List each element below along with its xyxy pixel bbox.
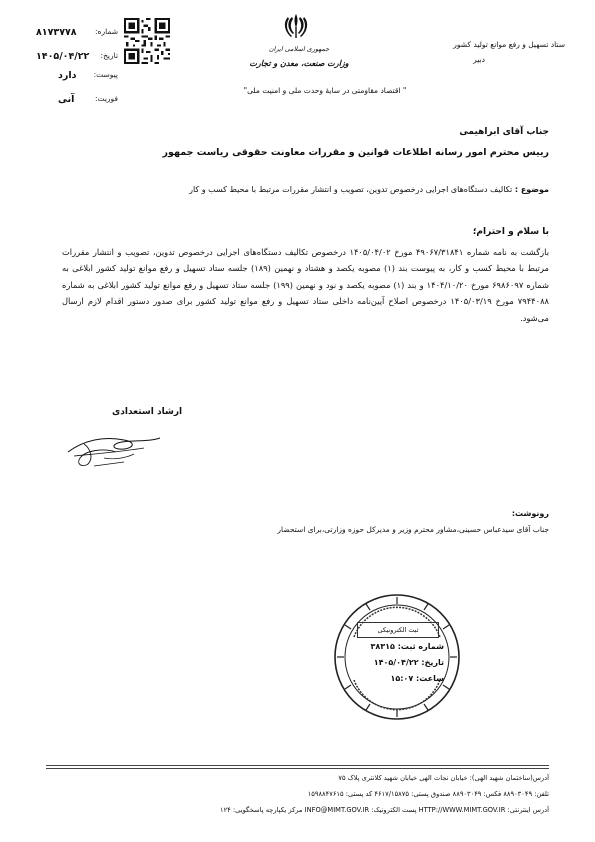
addressee-title: رییس محترم امور رسانه اطلاعات قوانین و مقررات معاونت حقوقی ریاست جمهور — [162, 147, 549, 158]
letter-date: ۱۴۰۵/۰۴/۲۲ — [36, 51, 90, 62]
subject-line — [189, 185, 549, 194]
stamp-date: تاریخ: ۱۴۰۵/۰۴/۲۲ — [373, 658, 444, 667]
footer-address: آدرس(ساختمان شهید الهی): خیابان نجات الهی خیابان شهید کلانتری پلاک ۷۵ — [338, 774, 549, 782]
subject-text: تکالیف دستگاه‌های اجرایی درخصوص تدوین، تصویب و انتشار مقررات مرتبط با محیط کسب و کار — [189, 185, 513, 194]
signature-mark — [64, 418, 164, 473]
attachment-label: پیوست: — [93, 70, 118, 79]
addressee-name: جناب آقای ابراهیمی — [459, 127, 549, 137]
organization-role: دبیر — [473, 55, 485, 64]
subject-label: موضوع : — [514, 185, 549, 194]
footer-web: آدرس اینترنتی: HTTP://WWW.MIMT.GOV.IR پست الکترونیک: INFO@MIMT.GOV.IR مرکز یکپارچه پاسخگویی: ۱۲۴ — [220, 806, 549, 814]
greeting: با سلام و احترام؛ — [472, 227, 549, 237]
footer-phones: تلفن: ۸۸۹۰۳۰۴۹ فکس: ۸۸۹۰۳۰۴۹ صندوق پستی: ۴۶۱۷/۱۵۸۷۵ کد پستی: ۱۵۹۸۸۴۷۶۱۵ — [307, 790, 549, 798]
stamp-time: ساعت: ۱۵:۰۷ — [390, 674, 444, 683]
organization-name: ستاد تسهیل و رفع موانع تولید کشور — [453, 40, 565, 49]
letter-number: ۸۱۷۳۷۷۸ — [36, 27, 77, 38]
slogan: " اقتصاد مقاومتی در سایۀ وحدت ملی و امنیت ملی" — [243, 86, 407, 95]
signatory-name: ارشاد استعدادی — [112, 407, 183, 417]
stamp-label: ثبت الکترونیکی — [357, 622, 439, 638]
attachment-value: دارد — [58, 70, 77, 81]
date-label: تاریخ: — [100, 51, 118, 60]
number-row — [36, 27, 118, 41]
footer-rule — [46, 765, 549, 766]
number-label: شماره: — [95, 27, 118, 36]
attachment-row — [36, 70, 118, 84]
letter-body: بازگشت به نامه شماره ۴۹۰۶۷/۳۱۸۴۱ مورخ ۱۴۰۵/۰۴/۰۲ درخصوص تکالیف دستگاه‌های اجرایی درخصوص تدوین، تصویب و انتشار مقررات مرتبط با محیط کسب و کار، به پیوست بند (۱) مصوبه یکصد و هشتاد و نهمین (۱۸۹) جلسه ستاد تسهیل و رفع موانع تولید کشور ابلاغی به شماره ۶۹۸۶۰۹۷ مورخ ۱۴۰۴/۱۰/۲۰ و بند (۱) مصوبه یکصد و نود و نهمین (۱۹۹) جلسه ستاد تسهیل و رفع موانع تولید کشور ابلاغی به شماره ۷۹۴۴۰۸۸ مورخ ۱۴۰۵/۰۳/۱۹ درخصوص اصلاح آیین‌نامه داخلی ستاد تسهیل و رفع موانع تولید کشور برای صدور دستور اقدام لازم ارسال می‌شود. — [62, 247, 550, 323]
urgency-value: آنی — [58, 94, 75, 105]
date-row — [36, 51, 118, 65]
cc-recipient: جناب آقای سیدعباس حسینی،مشاور محترم وزیر و مدیرکل حوزه وزارتی،برای استحضار — [277, 525, 549, 534]
iran-emblem-icon — [283, 12, 309, 40]
qr-code-icon — [124, 18, 170, 64]
urgency-label: فوریت: — [94, 94, 118, 103]
ministry-line1: جمهوری اسلامی ایران — [268, 45, 330, 53]
registration-stamp-seal — [332, 592, 462, 722]
urgency-row — [36, 94, 118, 108]
footer-rule-inner — [46, 768, 549, 769]
cc-title: رونوشت: — [511, 509, 549, 518]
ministry-line2: وزارت صنعت، معدن و تجارت — [249, 58, 349, 68]
stamp-registration-number: شماره ثبت: ۳۸۳۱۵ — [370, 642, 444, 651]
